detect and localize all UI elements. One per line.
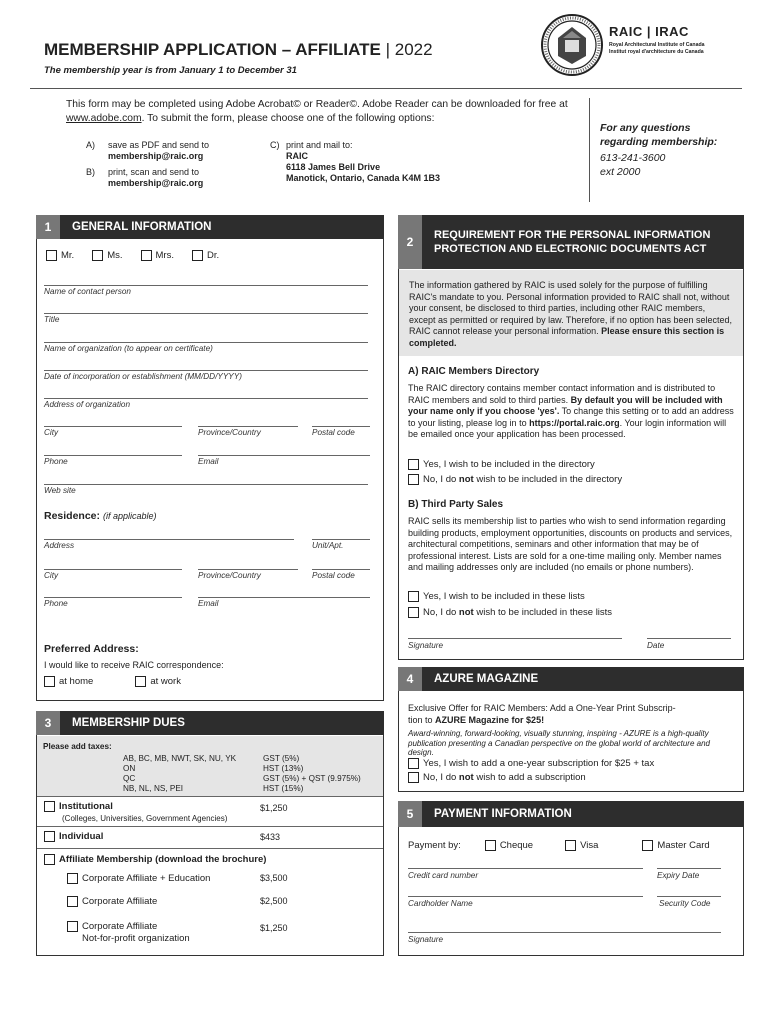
residence-address-field[interactable]	[44, 539, 294, 540]
residence-city-field[interactable]	[44, 569, 182, 570]
affiliate-checkbox[interactable]	[44, 854, 55, 865]
portal-link[interactable]: https://portal.raic.org	[529, 417, 620, 428]
website-field[interactable]	[44, 484, 368, 485]
payment-options: Payment by: Cheque Visa Master Card	[408, 840, 710, 851]
tax-rates: GST (5%) HST (13%) GST (5%) + QST (9.975%) HST (15%)	[263, 754, 361, 793]
residence-phone-field[interactable]	[44, 597, 182, 598]
affiliate-option	[44, 854, 266, 865]
expiry-field[interactable]	[657, 868, 721, 869]
section-3-header: 3 MEMBERSHIP DUES	[36, 711, 384, 735]
corporate-education-option: Corporate Affiliate + Education	[67, 873, 210, 884]
mastercard-checkbox[interactable]	[642, 840, 653, 851]
salutation-dr-checkbox[interactable]	[192, 250, 203, 261]
section-1-frame	[36, 239, 384, 701]
adobe-link[interactable]: www.adobe.com	[66, 112, 142, 124]
azure-yes: Yes, I wish to add a one-year subscription for $25 + tax	[408, 758, 654, 769]
taxes-panel: Please add taxes: AB, BC, MB, NWT, SK, NU, YK ON QC NB, NL, NS, PEI GST (5%) HST (13%) GST (5%) + QST (9.975%) HST (15%)	[37, 736, 383, 796]
section-2-header: 2 REQUIREMENT FOR THE PERSONAL INFORMATION PROTECTION AND ELECTRONIC DOCUMENTS ACT	[398, 215, 744, 269]
directory-yes-checkbox[interactable]	[408, 459, 419, 470]
contact-name-field[interactable]	[44, 285, 368, 286]
security-code-field[interactable]	[657, 896, 721, 897]
corporate-education-checkbox[interactable]	[67, 873, 78, 884]
institutional-price: $1,250	[260, 803, 288, 813]
corporate-checkbox[interactable]	[67, 896, 78, 907]
raic-seal-icon	[541, 14, 603, 76]
cheque-checkbox[interactable]	[485, 840, 496, 851]
institutional-checkbox[interactable]	[44, 801, 55, 812]
nonprofit-price: $1,250	[260, 923, 288, 933]
email-link-b[interactable]: membership@raic.org	[108, 178, 204, 188]
individual-option: Individual	[44, 831, 103, 842]
salutation-mrs-checkbox[interactable]	[141, 250, 152, 261]
individual-checkbox[interactable]	[44, 831, 55, 842]
institutional-option: Institutional	[44, 801, 113, 812]
pref-home-checkbox[interactable]	[44, 676, 55, 687]
pref-work-checkbox[interactable]	[135, 676, 146, 687]
corporate-price: $2,500	[260, 896, 288, 906]
email-link-a[interactable]: membership@raic.org	[108, 151, 204, 161]
directory-text: The RAIC directory contains member contact information and is distributed to RAIC members and sold to third parties. By default you will be included with your name only if you choose 'yes'. To change this setting or to add an address to your listing, please log in to https://portal.raic.org. Your login information will be emailed once your application has been processed.	[408, 383, 734, 439]
dues-divider-2	[37, 826, 383, 827]
visa-checkbox[interactable]	[565, 840, 576, 851]
azure-no-checkbox[interactable]	[408, 772, 419, 783]
postal-code-field[interactable]	[312, 426, 370, 427]
third-party-heading: B) Third Party Sales	[408, 499, 504, 510]
residence-postal-field[interactable]	[312, 569, 370, 570]
azure-no: No, I do not wish to add a subscription	[408, 772, 586, 783]
azure-description: Award-winning, forward-looking, visually stunning, inspiring - AZURE is a high-quality publication presenting a Canadian perspective on the global world of architecture and design.	[408, 729, 710, 757]
org-address-field[interactable]	[44, 398, 368, 399]
salutation-mr-checkbox[interactable]	[46, 250, 57, 261]
city-field[interactable]	[44, 426, 182, 427]
membership-year-note: The membership year is from January 1 to December 31	[44, 65, 297, 76]
third-party-no: No, I do not wish to be included in these lists	[408, 607, 612, 618]
raic-brand: RAIC | IRAC Royal Architectural Institute of Canada Institut royal d'architecture du Canada	[609, 24, 705, 55]
privacy-signature-field[interactable]	[408, 638, 622, 639]
dues-divider-1	[37, 796, 383, 797]
directory-yes: Yes, I wish to be included in the directory	[408, 459, 595, 470]
page-title: MEMBERSHIP APPLICATION – AFFILIATE | 2022	[44, 40, 433, 59]
directory-no-checkbox[interactable]	[408, 474, 419, 485]
intro-text: This form may be completed using Adobe Acrobat© or Reader©. Adobe Reader can be downloaded for free at www.adobe.com. To submit the form, please choose one of the following options:	[66, 99, 568, 124]
nonprofit-checkbox[interactable]	[67, 921, 78, 932]
nonprofit-option: Corporate Affiliate Not-for-profit organization	[67, 921, 190, 945]
tax-provinces: AB, BC, MB, NWT, SK, NU, YK ON QC NB, NL, NS, PEI	[123, 754, 237, 793]
cardholder-field[interactable]	[408, 896, 643, 897]
third-party-yes-checkbox[interactable]	[408, 591, 419, 602]
province-field[interactable]	[198, 426, 298, 427]
preferred-address-heading: Preferred Address:	[44, 643, 139, 655]
organization-field[interactable]	[44, 342, 368, 343]
azure-yes-checkbox[interactable]	[408, 758, 419, 769]
residence-unit-field[interactable]	[312, 539, 370, 540]
header-divider	[30, 88, 742, 89]
azure-offer: Exclusive Offer for RAIC Members: Add a One-Year Print Subscrip- tion to AZURE Magazine for $25!	[408, 703, 676, 725]
corporate-education-price: $3,500	[260, 873, 288, 883]
payment-signature-field[interactable]	[408, 932, 721, 933]
dues-divider-3	[37, 848, 383, 849]
phone-field[interactable]	[44, 455, 182, 456]
salutation-ms-checkbox[interactable]	[92, 250, 103, 261]
preferred-address-text: I would like to receive RAIC correspondence:	[44, 660, 224, 670]
salutation-group: Mr. Ms. Mrs. Dr.	[46, 250, 219, 261]
section-1-header: 1 GENERAL INFORMATION	[36, 215, 384, 239]
privacy-date-field[interactable]	[647, 638, 731, 639]
section-4-header: 4 AZURE MAGAZINE	[398, 667, 744, 691]
residence-heading: Residence: (if applicable)	[44, 510, 157, 522]
third-party-no-checkbox[interactable]	[408, 607, 419, 618]
brochure-link[interactable]: Affiliate Membership (download the brochure)	[59, 854, 267, 865]
section-5-header: 5 PAYMENT INFORMATION	[398, 801, 744, 827]
residence-province-field[interactable]	[198, 569, 298, 570]
directory-no: No, I do not wish to be included in the directory	[408, 474, 622, 485]
privacy-info: The information gathered by RAIC is used solely for the purpose of fulfilling RAIC's mandate to you. Personal information provided to RAIC shall not, without your consent, be disclosed to third parties, including other RAIC members, except as permitted or required by law. Therefore, if no option has been selected, RAIC cannot release your personal information. Please ensure this section is completed.	[399, 270, 743, 356]
corporate-option: Corporate Affiliate	[67, 896, 157, 907]
questions-contact: For any questions regarding membership: 613-241-3600 ext 2000	[600, 122, 718, 178]
institutional-note: (Colleges, Universities, Government Agencies)	[62, 814, 228, 823]
third-party-text: RAIC sells its membership list to parties who wish to send information regarding building products, employment opportunities, discounts on products and services, architectural competitions, seminars and other information that may be of professional interest. Lists are sold for a one-time mailing only. Member names and mailing addresses only are included (no emails or phone numbers).	[408, 516, 733, 572]
directory-heading: A) RAIC Members Directory	[408, 366, 540, 377]
intro-divider	[589, 98, 590, 202]
residence-email-field[interactable]	[198, 597, 370, 598]
incorporation-date-field[interactable]	[44, 370, 368, 371]
preferred-address-options: at home at work	[44, 676, 181, 687]
title-field[interactable]	[44, 313, 368, 314]
card-number-field[interactable]	[408, 868, 643, 869]
email-field[interactable]	[198, 455, 370, 456]
individual-price: $433	[260, 832, 281, 842]
third-party-yes: Yes, I wish to be included in these lists	[408, 591, 585, 602]
